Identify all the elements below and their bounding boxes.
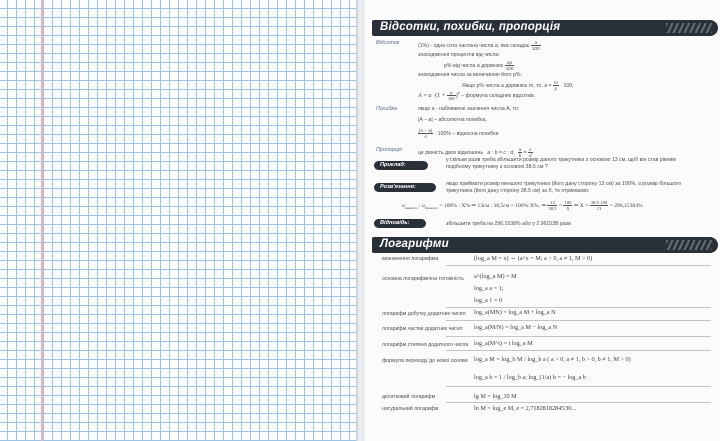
log-formula-base: log_a a = 1;	[474, 285, 504, 292]
solution-pill: Розв'язання:	[374, 183, 436, 192]
solution-text-1: якщо приймати розмір меншого трикутника (його дану сторону 13 см) за 100%, а розмір більшого	[446, 181, 681, 187]
log-formula-natural: ln M = log_e M, e = 2,71828182845Э0...	[474, 405, 577, 412]
log-formula-one: log_a 1 = 0	[474, 297, 503, 304]
term-percent: Відсоток	[376, 40, 400, 46]
compound-formula: A = a ·(1 + $\frac{p}{100}$ )$^n$ – формула складних відсотків.	[418, 90, 536, 102]
term-proportion: Пропорція	[376, 147, 403, 153]
answer-pill: Відповідь:	[374, 219, 426, 228]
reference-page	[366, 0, 720, 441]
example-pill: Приклад:	[374, 161, 428, 170]
divider	[446, 402, 711, 403]
find-number-text: Якщо p% числа a дорівнює m, то, a = $\frac{m}{p}$ · 100;	[462, 80, 574, 91]
divider	[446, 265, 711, 266]
relative-error: $\frac{|A - a|}{A}$ · 100% – відносна похибка	[419, 128, 499, 139]
log-label-power: логарифм степеня додатного числа	[382, 342, 469, 348]
log-formula-definition: (log_a M = x) ⇔ (a^x = M; a > 0, a ≠ 1, M > 0)	[474, 255, 593, 262]
log-label-decimal: десятковий логарифм	[382, 394, 436, 400]
divider	[446, 320, 711, 321]
percent-definition: (1%) - одна сота частина числа a, яка складає $\frac{a}{100}$	[418, 40, 540, 51]
log-formula-identity: a^(log_a M) = M	[474, 273, 517, 280]
example-text-2: подібному трикутнику з основою 38.5 см ?	[446, 164, 548, 170]
log-formula-decimal: lg M = log_10 M	[474, 393, 517, 400]
log-formula-product: log_a(MN) = log_a M + log_a N	[474, 309, 556, 316]
find-number-label: знаходження числа за величиною його р%:	[418, 72, 522, 78]
answer-text: збільшити треба на 296,1538% або у 2.96153В рази	[446, 221, 571, 227]
example-text-1: у скільки разів треба збільшити розмір даного трикутника з основою 13 см, щоб він став рівним	[446, 157, 676, 163]
section-header-percent	[372, 20, 718, 36]
divider	[446, 350, 711, 351]
log-label-definition: визначення логарифма	[382, 256, 439, 262]
absolute-error: |A − a| – абсолютна похибка,	[418, 117, 487, 123]
log-label-identity: основна логарифмічна тотожність	[382, 276, 464, 282]
error-intro: якщо a - наближене значення числа A, то:	[418, 106, 520, 112]
decorative-stripes	[666, 23, 712, 33]
solution-formula: $a_{меншого}$ : $a_{більшого} = 100\%$ : X% ⇒ 13см : 38,5см = 100%:X%, ⇒ $\frac{13}{38,5}$ = $\frac{100}{X}$ ⇒ X = $\frac{38,5\cdot 100}{13}$ = 296,15384%	[402, 200, 643, 211]
log-formula-quotient: log_a(M/N) = log_a M − log_a N	[474, 324, 558, 331]
log-label-product: логарифм добутку додатних чисел	[382, 311, 466, 317]
solution-text-2: трикутника (його дану сторону 38.5 см) за X, то отримаємо:	[446, 188, 590, 194]
section-title: Логарифми	[380, 238, 449, 250]
log-label-natural: натуральний логарифм	[382, 406, 439, 412]
log-label-change-base: формула переходу до нової основи	[382, 358, 468, 364]
log-formula-reciprocal: log_a b = 1 / log_b a; log_(1/a) b = − log_a b	[474, 374, 586, 381]
divider	[446, 386, 711, 387]
divider	[446, 307, 711, 308]
log-formula-power: log_a(M^t) = t log_a M	[474, 340, 533, 347]
decorative-stripes	[666, 240, 712, 250]
term-error: Похибка	[376, 106, 398, 112]
section-header-logarithms	[372, 237, 718, 253]
log-label-quotient: логарифм частки додатних чисел	[382, 326, 463, 332]
find-percent-text: p% від числа a дорівнює $\frac{ap}{100}$	[444, 60, 514, 71]
notebook-spine	[356, 0, 366, 441]
divider	[446, 336, 711, 337]
find-percent-label: знаходження процентів від числа:	[418, 52, 500, 58]
log-formula-change-base: log_a M = log_b M / log_b a ( a > 0, a ≠ 1, b > 0, b ≠ 1, M > 0)	[474, 356, 631, 363]
section-title: Відсотки, похибки, пропорція	[380, 21, 561, 33]
margin-line	[41, 0, 43, 441]
proportion-text: це рівність двох відношень a : b = c : d, $\frac{a}{b}$ = $\frac{c}{d}$	[418, 147, 532, 158]
